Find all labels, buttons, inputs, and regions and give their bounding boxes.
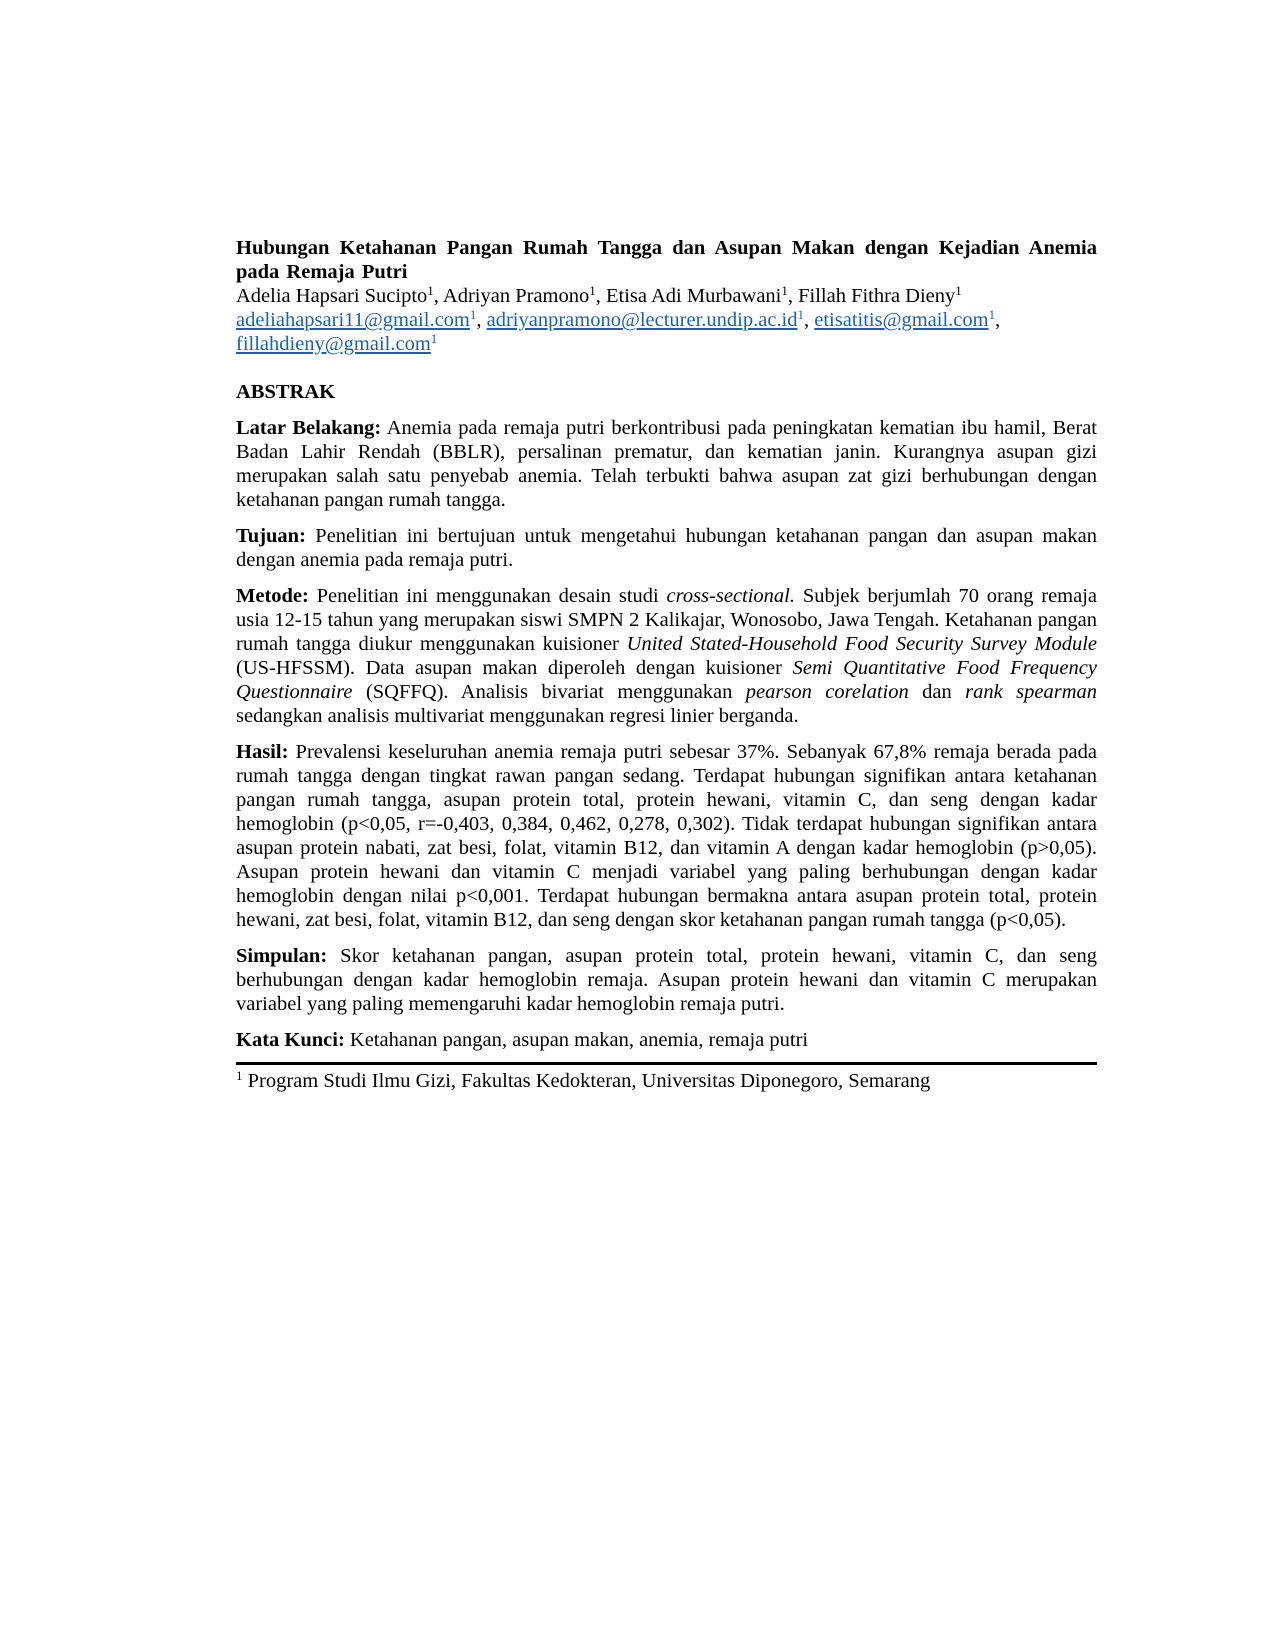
email-link[interactable]: etisatitis@gmail.com bbox=[814, 309, 989, 331]
separator: , bbox=[995, 309, 1001, 331]
abstract-keywords bbox=[236, 1028, 1097, 1052]
section-text: Prevalensi keseluruhan anemia remaja putri sebesar 37%. Sebanyak 67,8% remaja berada pada rumah tangga dengan tingkat rawan pangan sedang. Terdapat hubungan signifikan antara ketahanan pangan rumah tangga, asupan protein total, protein hewani, vitamin C, dan seng dengan kadar hemoglobin (p<0,05, r=-0,403, 0,384, 0,462, 0,278, 0,302). Tidak terdapat hubungan signifikan antara asupan protein nabati, zat besi, folat, vitamin B12, dan vitamin A dengan kadar hemoglobin (p>0,05). Asupan protein hewani dan vitamin C menjadi variabel yang paling berhubungan dengan kadar hemoglobin dengan nilai p<0,001. Terdapat hubungan bermakna antara asupan protein total, protein hewani, zat besi, folat, vitamin B12, dan seng dengan skor ketahanan pangan rumah tangga (p<0,05). bbox=[236, 741, 1097, 931]
footnote-text: Program Studi Ilmu Gizi, Fakultas Kedokteran, Universitas Diponegoro, Semarang bbox=[242, 1070, 931, 1092]
affiliation-marker: 1 bbox=[427, 283, 434, 298]
section-label: Tujuan: bbox=[236, 525, 306, 547]
affiliation-marker: 1 bbox=[781, 283, 788, 298]
email-link[interactable]: adeliahapsari11@gmail.com bbox=[236, 309, 470, 331]
abstract-conclusion bbox=[236, 944, 1097, 1016]
affiliation-marker: 1 bbox=[988, 307, 996, 322]
author-name: Etisa Adi Murbawani bbox=[606, 285, 782, 307]
section-label: Metode: bbox=[236, 585, 309, 607]
section-text: Penelitian ini menggunakan desain studi bbox=[308, 585, 667, 607]
affiliation-marker: 1 bbox=[955, 283, 962, 298]
section-text: (SQFFQ). Analisis bivariat menggunakan bbox=[352, 681, 746, 703]
abstract-results bbox=[236, 740, 1097, 932]
italic-term: cross-sectional. bbox=[666, 585, 796, 607]
section-label: Simpulan: bbox=[236, 945, 328, 967]
section-text: Skor ketahanan pangan, asupan protein total, protein hewani, vitamin C, dan seng berhubungan dengan kadar hemoglobin remaja. Asupan protein hewani dan vitamin C merupakan variabel yang paling memengaruhi kadar hemoglobin remaja putri. bbox=[236, 945, 1097, 1015]
footnote-marker: 1 bbox=[236, 1068, 243, 1083]
footnote-divider bbox=[236, 1062, 1097, 1065]
email-link[interactable]: adriyanpramono@lecturer.undip.ac.id bbox=[486, 309, 798, 331]
abstract-objective bbox=[236, 524, 1097, 572]
affiliation-marker: 1 bbox=[469, 307, 477, 322]
section-text: Penelitian ini bertujuan untuk mengetahui hubungan ketahanan pangan dan asupan makan dengan anemia pada remaja putri. bbox=[236, 525, 1097, 571]
abstract-background bbox=[236, 416, 1097, 512]
italic-term: rank spearman bbox=[965, 681, 1098, 703]
separator: , bbox=[595, 285, 606, 307]
separator: , bbox=[476, 309, 487, 331]
author-name: Adelia Hapsari Sucipto bbox=[236, 285, 428, 307]
section-label: Latar Belakang: bbox=[236, 417, 382, 439]
section-text: sedangkan analisis multivariat menggunakan regresi linier berganda. bbox=[236, 705, 799, 727]
separator: , bbox=[804, 309, 815, 331]
email-list bbox=[236, 308, 1097, 356]
section-text: Ketahanan pangan, asupan makan, anemia, remaja putri bbox=[344, 1029, 809, 1051]
section-text: dan bbox=[908, 681, 966, 703]
section-label: Kata Kunci: bbox=[236, 1029, 345, 1051]
paper-first-page bbox=[236, 236, 1097, 1093]
author-list bbox=[236, 284, 1097, 308]
abstract-heading: ABSTRAK bbox=[236, 381, 336, 403]
affiliation-marker: 1 bbox=[797, 307, 805, 322]
author-name: Fillah Fithra Dieny bbox=[798, 285, 956, 307]
italic-term: Semi Quantitative Food Frequency Questionnaire bbox=[236, 657, 1097, 703]
section-label: Hasil: bbox=[236, 741, 289, 763]
separator: , bbox=[433, 285, 443, 307]
author-name: Adriyan Pramono bbox=[442, 285, 590, 307]
separator: , bbox=[787, 285, 799, 307]
footnote bbox=[236, 1069, 1097, 1093]
italic-term: United Stated-Household Food Security Survey Module bbox=[626, 633, 1097, 655]
affiliation-marker: 1 bbox=[430, 331, 438, 346]
paper-title: Hubungan Ketahanan Pangan Rumah Tangga dan Asupan Makan dengan Kejadian Anemia pada Remaja Putri bbox=[236, 237, 1097, 283]
section-text: Anemia pada remaja putri berkontribusi pada peningkatan kematian ibu hamil, Berat Badan Lahir Rendah (BBLR), persalinan prematur, dan kematian janin. Kurangnya asupan gizi merupakan salah satu penyebab anemia. Telah terbukti bahwa asupan zat gizi berhubungan dengan ketahanan pangan rumah tangga. bbox=[236, 417, 1098, 511]
section-text: Subjek berjumlah 70 orang remaja usia 12-15 tahun yang merupakan siswi SMPN 2 Kalikajar, Wonosobo, Jawa Tengah. Ketahanan pangan rumah tangga diukur menggunakan kuisioner bbox=[236, 585, 1098, 655]
abstract-methods bbox=[236, 584, 1097, 728]
affiliation-marker: 1 bbox=[589, 283, 596, 298]
italic-term: pearson corelation bbox=[745, 681, 909, 703]
email-link[interactable]: fillahdieny@gmail.com bbox=[236, 333, 431, 355]
section-text: (US-HFSSM). Data asupan makan diperoleh dengan kuisioner bbox=[236, 657, 793, 679]
